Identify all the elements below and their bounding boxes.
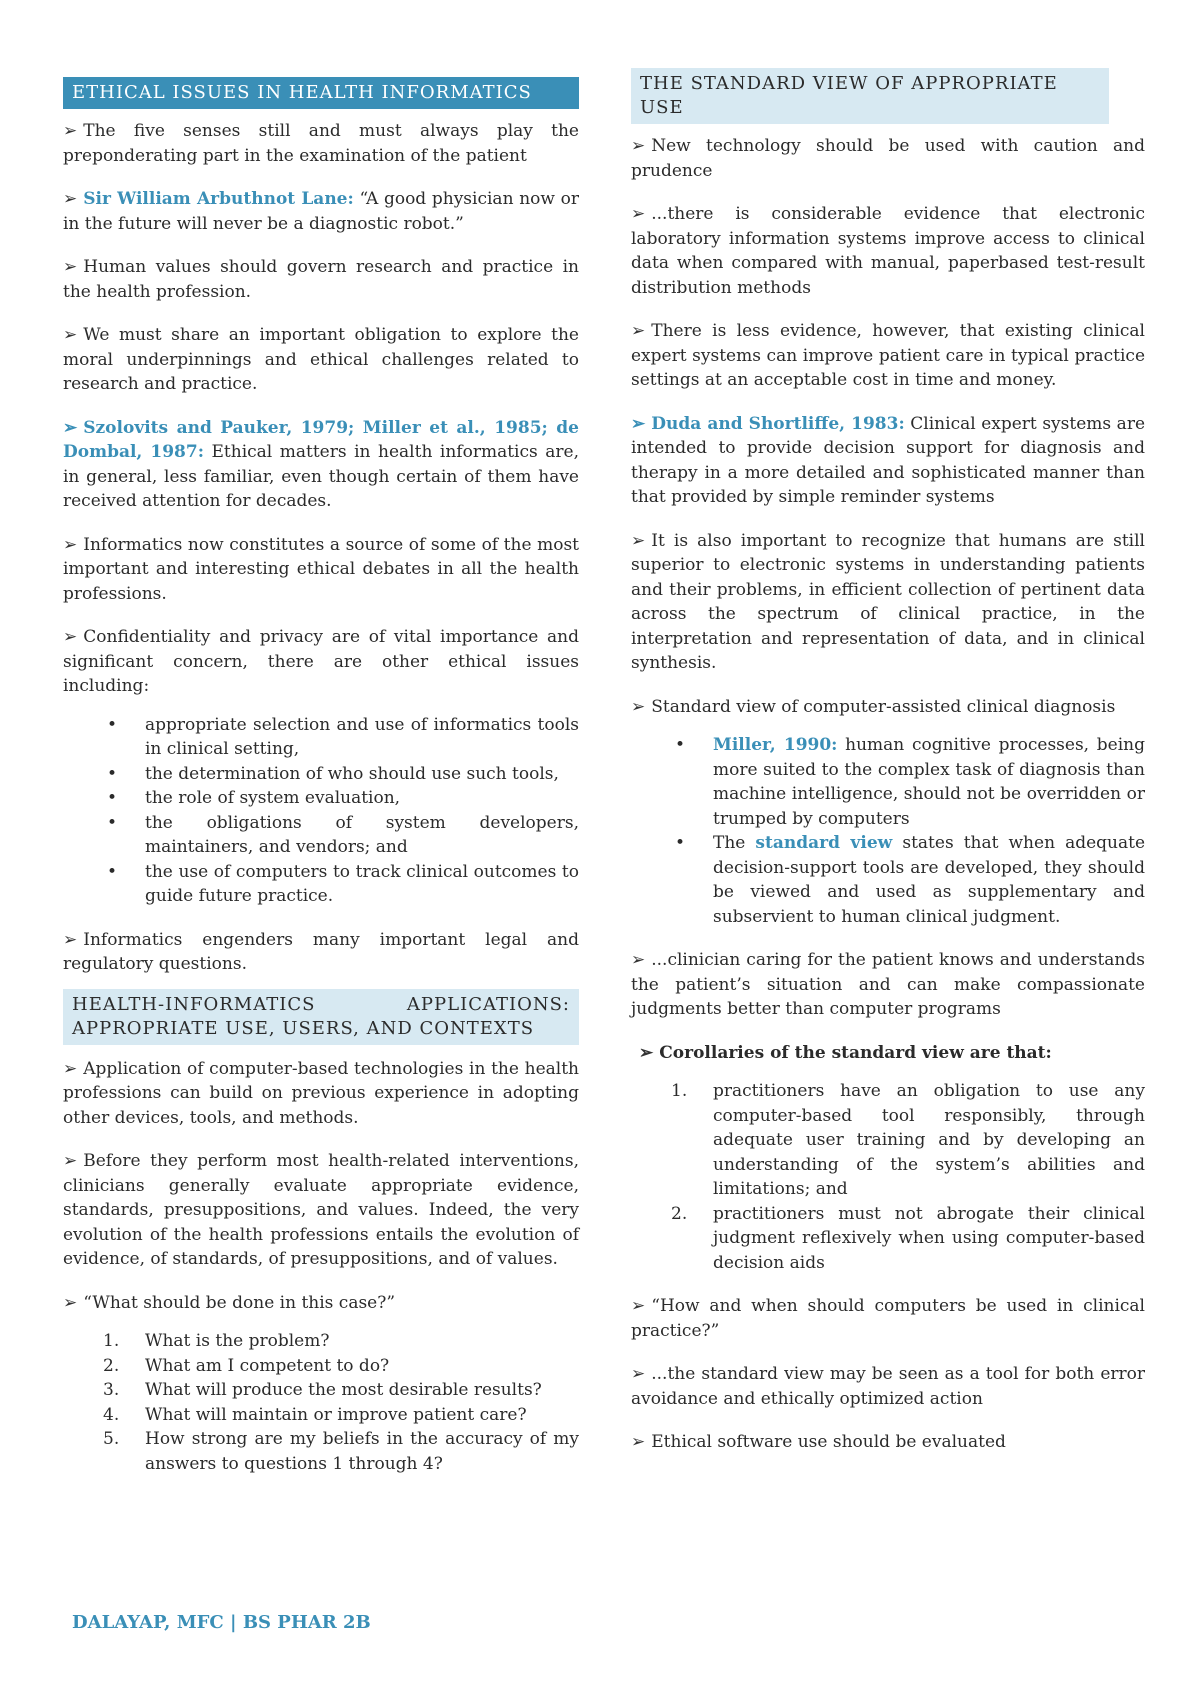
paragraph: ➢ We must share an important obligation to explore the moral underpinnings and ethical challenges related to research and practice. [63,325,579,394]
paragraph: ➢ Application of computer-based technologies in the health professions can build on previous experience in adopting other devices, tools, and methods. [63,1058,579,1128]
list-item: • the use of computers to track clinical outcomes to guide future practice. [107,861,579,906]
arrowhead-icon: ➢ [63,1151,78,1171]
arrowhead-icon: ➢ [63,189,78,209]
paragraph: ➢ Ethical software use should be evaluated [631,1432,1006,1452]
paragraph: ➢ Informatics now constitutes a source of some of the most important and interesting ethical debates in all the health professions. [63,534,579,604]
section-header-standard-view: THE STANDARD VIEW OF APPROPRIATE USE [631,68,1109,124]
list-item: 4. What will maintain or improve patient care? [63,1403,579,1428]
right-column [631,0,1145,1455]
list-number: 1. [671,1081,688,1101]
list-item: 2. What am I competent to do? [63,1354,579,1379]
section-header-line: HEALTH-INFORMATICS APPLICATIONS: [72,993,570,1015]
arrowhead-icon: ➢ [631,950,646,970]
arrowhead-icon: ➢ [63,325,78,345]
bullet-dot-icon: • [107,714,118,735]
arrowhead-icon: ➢ [63,121,78,141]
paragraph: ➢ ...there is considerable evidence that electronic laboratory information systems improve access to clinical data when compared with manual, paperbased test-result distribution methods [631,204,1145,298]
arrowhead-icon: ➢ [63,627,78,647]
section-header-applications [63,989,579,1045]
paragraph: ➢ Sir William Arbuthnot Lane: “A good physician now or in the future will never be a diagnostic robot.” [63,189,580,234]
arrowhead-icon: ➢ [63,1058,78,1079]
arrowhead-icon: ➢ [63,417,78,438]
arrowhead-icon: ➢ [631,1296,646,1316]
paragraph: ➢ ...the standard view may be seen as a tool for both error avoidance and ethically optimized action [631,1364,1145,1409]
arrowhead-icon: ➢ [631,530,646,551]
footer-author: DALAYAP, MFC | BS PHAR 2B [72,1612,371,1633]
citation: Sir William Arbuthnot Lane: [83,189,354,209]
bullet-list [631,733,1145,929]
paragraph: ➢ There is less evidence, however, that existing clinical expert systems can improve patient care in typical practice settings at an acceptable cost in time and money. [631,321,1145,390]
citation: Miller, 1990: [713,735,838,755]
list-item: • the determination of who should use such tools, [63,762,579,787]
list-item: 1. practitioners have an obligation to use any computer-based tool responsibly, through adequate user training and by developing an understanding of the system’s abilities and limitations; and [671,1081,1145,1199]
list-item: 3. What will produce the most desirable results? [63,1378,579,1403]
paragraph: ➢ Duda and Shortliffe, 1983: Clinical expert systems are intended to provide decision support for diagnosis and therapy in a more detailed and sophisticated manner than that provided by simple reminder systems [631,413,1146,507]
paragraph: ➢ Szolovits and Pauker, 1979; Miller et al., 1985; de Dombal, 1987: Ethical matters in health informatics are, in general, less familiar, even though certain of them have received attention for decades. [63,417,579,511]
bullet-dot-icon: • [107,812,118,833]
bullet-list [63,713,579,909]
list-number: 4. [103,1404,120,1425]
citation: Duda and Shortliffe, 1983: [651,413,905,434]
list-number: 5. [103,1429,120,1449]
section-header-line: APPROPRIATE USE, USERS, AND CONTEXTS [72,1017,535,1039]
arrowhead-icon: ➢ [63,257,78,277]
paragraph: ➢ Standard view of computer-assisted clinical diagnosis [631,696,1116,717]
arrowhead-icon: ➢ [631,1364,646,1384]
list-item: 5. How strong are my beliefs in the accuracy of my answers to questions 1 through 4? [103,1429,579,1474]
arrowhead-icon: ➢ [631,696,646,717]
bullet-dot-icon: • [675,735,686,755]
list-number: 2. [671,1203,688,1224]
bullet-dot-icon: • [107,788,118,808]
citation: Szolovits and Pauker, 1979; Miller et al., 1985; de Dombal, 1987: [63,417,579,462]
list-item: • appropriate selection and use of informatics tools in clinical setting, [107,714,579,759]
key-term: standard view [755,833,893,853]
arrowhead-icon: ➢ [631,321,646,341]
list-item: • The standard view states that when adequate decision-support tools are developed, they should be viewed and used as supplementary and subservient to human clinical judgment. [675,833,1146,927]
arrowhead-icon: ➢ [631,136,646,156]
list-number: 3. [103,1380,120,1400]
left-column [63,0,579,1476]
numbered-list [63,1329,579,1476]
numbered-list [631,1079,1145,1275]
paragraph: ➢ It is also important to recognize that humans are still superior to electronic systems in understanding patients and their problems, in efficient collection of pertinent data across the spectrum of clinical practice, in the interpretation and representation of data, and in clinical synthesis. [631,530,1145,673]
arrowhead-icon: ➢ [63,929,78,950]
arrowhead-icon: ➢ [631,413,646,434]
section-header-ethical-issues: ETHICAL ISSUES IN HEALTH INFORMATICS [63,77,579,109]
paragraph: ➢ The five senses still and must always play the preponderating part in the examination of the patient [63,121,579,166]
list-item: 1. What is the problem? [63,1329,579,1354]
arrowhead-icon: ➢ [63,534,78,555]
arrowhead-icon: ➢ [63,1292,78,1313]
arrowhead-icon: ➢ [639,1042,654,1063]
arrowhead-icon: ➢ [631,204,646,224]
paragraph: ➢ Corollaries of the standard view are that: [639,1042,1052,1063]
paragraph: ➢ Human values should govern research and practice in the health profession. [63,257,579,302]
bullet-dot-icon: • [107,763,118,784]
paragraph: ➢ “How and when should computers be used in clinical practice?” [631,1296,1145,1341]
paragraph: ➢ “What should be done in this case?” [63,1292,396,1313]
list-item: 2. practitioners must not abrogate their clinical judgment reflexively when using computer-based decision aids [671,1203,1145,1273]
paragraph: ➢ Before they perform most health-related interventions, clinicians generally evaluate appropriate evidence, standards, presuppositions, and values. Indeed, the very evolution of the health professions entails the evolution of evidence, of standards, of presuppositions, and of values. [63,1151,579,1269]
list-item: • Miller, 1990: human cognitive processes, being more suited to the complex task of diagnosis than machine intelligence, should not be overridden or trumped by computers [675,735,1145,829]
paragraph: ➢ Confidentiality and privacy are of vital importance and significant concern, there are other ethical issues including: [63,627,579,696]
list-item: • the role of system evaluation, [63,786,579,811]
bullet-dot-icon: • [675,833,686,853]
bullet-dot-icon: • [107,861,118,882]
list-number: 1. [103,1331,120,1351]
list-number: 2. [103,1355,120,1376]
list-item: • the obligations of system developers, maintainers, and vendors; and [107,812,579,857]
arrowhead-icon: ➢ [631,1432,646,1452]
paragraph: ➢ New technology should be used with caution and prudence [631,136,1145,181]
paragraph: ➢ Informatics engenders many important legal and regulatory questions. [63,929,579,974]
paragraph: ➢ ...clinician caring for the patient knows and understands the patient’s situation and can make compassionate judgments better than computer programs [631,950,1145,1019]
